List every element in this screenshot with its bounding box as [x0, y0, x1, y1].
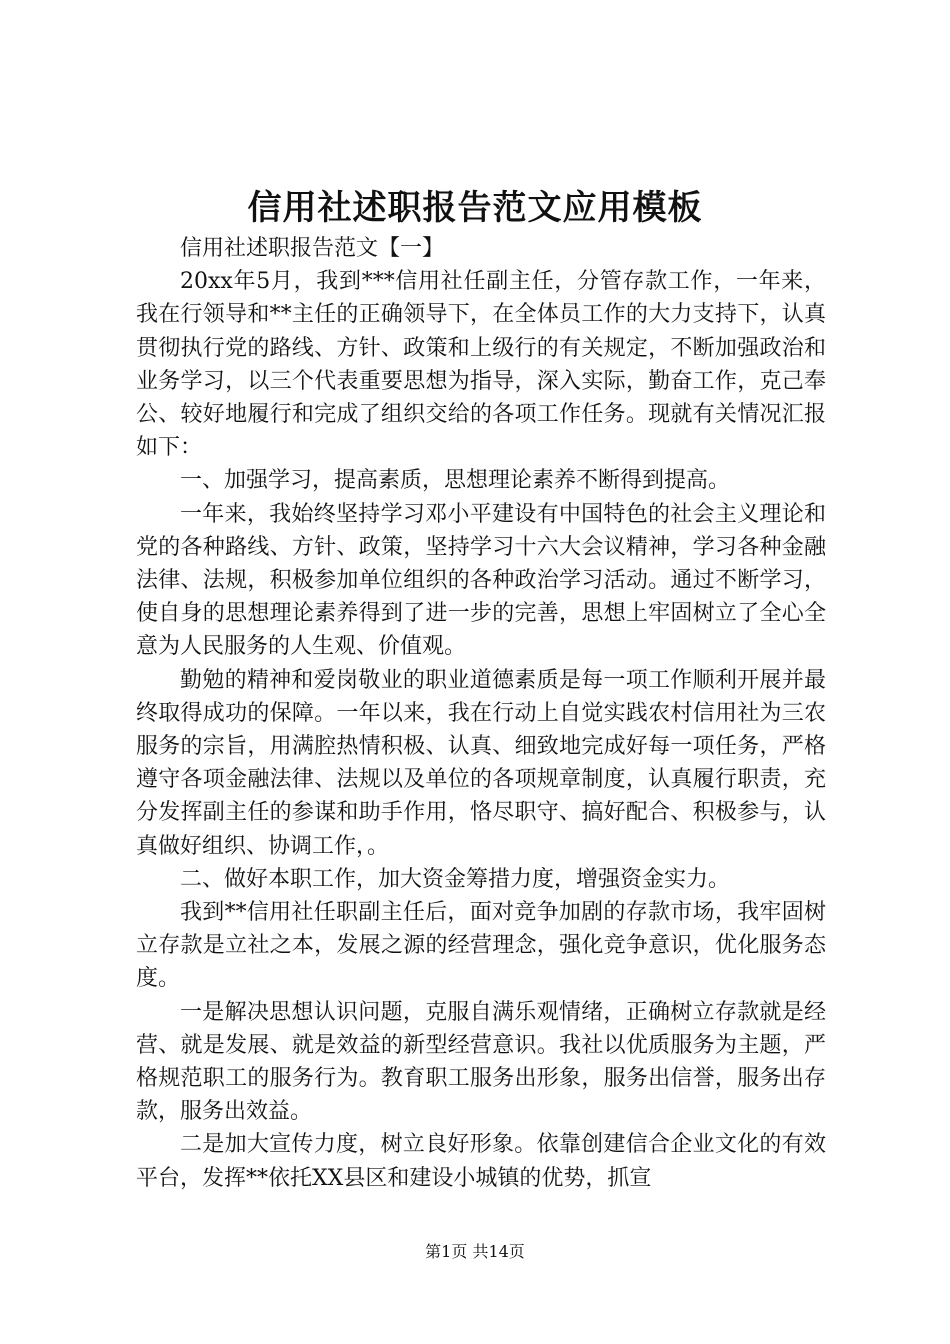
paragraph-subtitle: 信用社述职报告范文【一】: [180, 236, 445, 261]
paragraph-study: 一年来，我始终坚持学习邓小平建设有中国特色的社会主义理论和党的各种路线、方针、政策，坚持学习十六大会议精神，学习各种金融法律、法规，积极参加单位组织的各种政治学习活动。通过不断学习，使自身的思想理论素养得到了进一步的完善，思想上牢固树立了全心全意为人民服务的人生观、价值观。: [136, 501, 826, 660]
paragraph-deposit: 我到**信用社任职副主任后，面对竞争加剧的存款市场，我牢固树立存款是立社之本，发展之源的经营理念，强化竞争意识，优化服务态度。: [136, 900, 826, 992]
paragraph-point-2: 二是加大宣传力度，树立良好形象。依靠创建信合企业文化的有效平台，发挥**依托XX县区和建设小城镇的优势，抓宣: [136, 1132, 826, 1191]
paragraph-diligence: 勤勉的精神和爱岗敬业的职业道德素质是每一项工作顺利开展并最终取得成功的保障。一年以来，我在行动上自觉实践农村信用社为三农服务的宗旨，用满腔热情积极、认真、细致地完成好每一项任务，严格遵守各项金融法律、法规以及单位的各项规章制度，认真履行职责，充分发挥副主任的参谋和助手作用，恪尽职守、搞好配合、积极参与，认真做好组织、协调工作，。: [136, 667, 826, 859]
section-heading-2: 二、做好本职工作，加大资金筹措力度，增强资金实力。: [180, 866, 731, 892]
paragraph-point-1: 一是解决思想认识问题，克服自满乐观情绪，正确树立存款就是经营、就是发展、就是效益的新型经营意识。我社以优质服务为主题，严格规范职工的服务行为。教育职工服务出形象，服务出信誉，服务出存款，服务出效益。: [136, 999, 826, 1125]
section-heading-1: 一、加强学习，提高素质，思想理论素养不断得到提高。: [180, 468, 731, 494]
page-number-footer: 第1页 共14页: [425, 1242, 525, 1261]
paragraph-intro: 20xx年5月，我到***信用社任副主任，分管存款工作，一年来，我在行领导和**主任的正确领导下，在全体员工作的大力支持下，认真贯彻执行党的路线、方针、政策和上级行的有关规定，不断加强政治和业务学习，以三个代表重要思想为指导，深入实际，勤奋工作，克己奉公、较好地履行和完成了组织交给的各项工作任务。现就有关情况汇报如下：: [136, 269, 826, 461]
document-body: [136, 232, 826, 1195]
document-title: 信用社述职报告范文应用模板: [247, 188, 703, 228]
